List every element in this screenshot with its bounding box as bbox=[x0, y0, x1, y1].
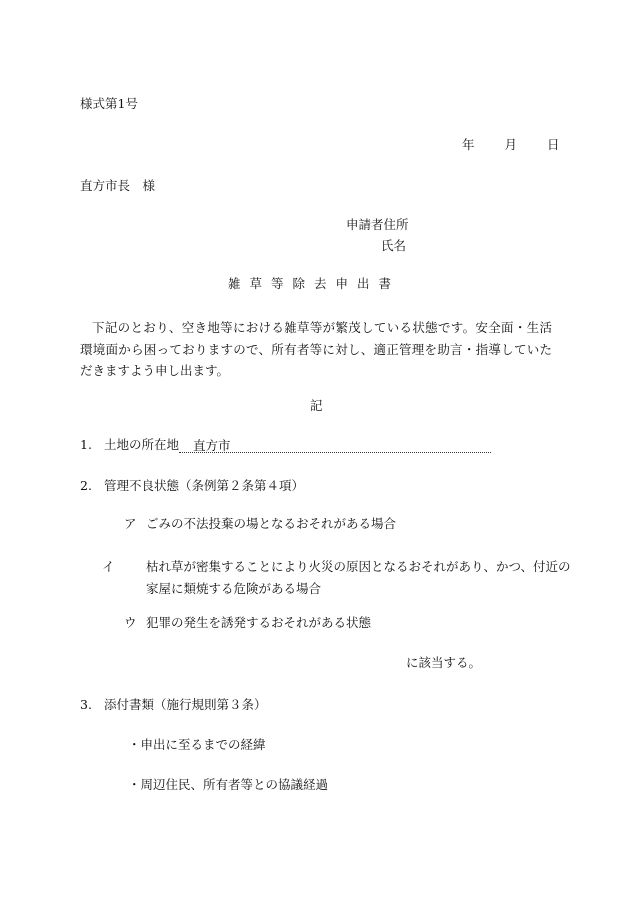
date-year: 年 bbox=[462, 137, 475, 152]
option-mark: ア bbox=[124, 516, 137, 531]
date-day: 日 bbox=[547, 137, 560, 152]
body-paragraph: 下記のとおり、空き地等における雑草等が繁茂している状態です。安全面・生活環境面から困っておりますので、所有者等に対し、適正管理を助言・指導していただきますよう申し出ます。 bbox=[80, 320, 552, 378]
applies-text: に該当する。 bbox=[406, 655, 482, 670]
condition-option-a bbox=[124, 516, 396, 532]
addressee: 直方市長 様 bbox=[80, 178, 156, 193]
date-month: 月 bbox=[504, 137, 518, 152]
item-number: 2. bbox=[80, 478, 92, 493]
item-label: 管理不良状態（条例第２条第４項） bbox=[104, 478, 305, 493]
attachment-item: ・申出に至るまでの経緯 bbox=[128, 737, 266, 752]
option-text: 枯れ草が密集することにより火災の原因となるおそれがあり、かつ、付近の家屋に類焼する危険がある場合 bbox=[146, 559, 571, 596]
location-field[interactable]: 直方市 bbox=[179, 438, 491, 453]
option-mark: イ bbox=[102, 559, 115, 574]
item-number: 3. bbox=[80, 697, 92, 712]
item-land-location bbox=[80, 437, 491, 453]
date-line bbox=[462, 137, 560, 153]
document-title: 雑草等除去申出書 bbox=[228, 276, 401, 291]
option-text: 犯罪の発生を誘発するおそれがある状態 bbox=[146, 615, 372, 630]
option-mark: ウ bbox=[124, 615, 137, 630]
applicant-name-label: 氏名 bbox=[381, 238, 407, 253]
form-number: 様式第1号 bbox=[80, 96, 138, 111]
option-text: ごみの不法投棄の場となるおそれがある場合 bbox=[146, 516, 397, 531]
ki-heading: 記 bbox=[310, 398, 323, 413]
item-condition bbox=[80, 478, 304, 494]
item-label: 添付書類（施行規則第３条） bbox=[104, 697, 267, 712]
condition-option-u bbox=[124, 615, 371, 631]
item-attachments bbox=[80, 697, 267, 713]
item-label: 土地の所在地 bbox=[104, 437, 180, 452]
condition-option-i bbox=[102, 556, 576, 600]
applicant-address-label: 申請者住所 bbox=[346, 217, 409, 232]
attachment-item: ・周辺住民、所有者等との協議経過 bbox=[128, 777, 329, 792]
item-number: 1. bbox=[80, 437, 92, 452]
